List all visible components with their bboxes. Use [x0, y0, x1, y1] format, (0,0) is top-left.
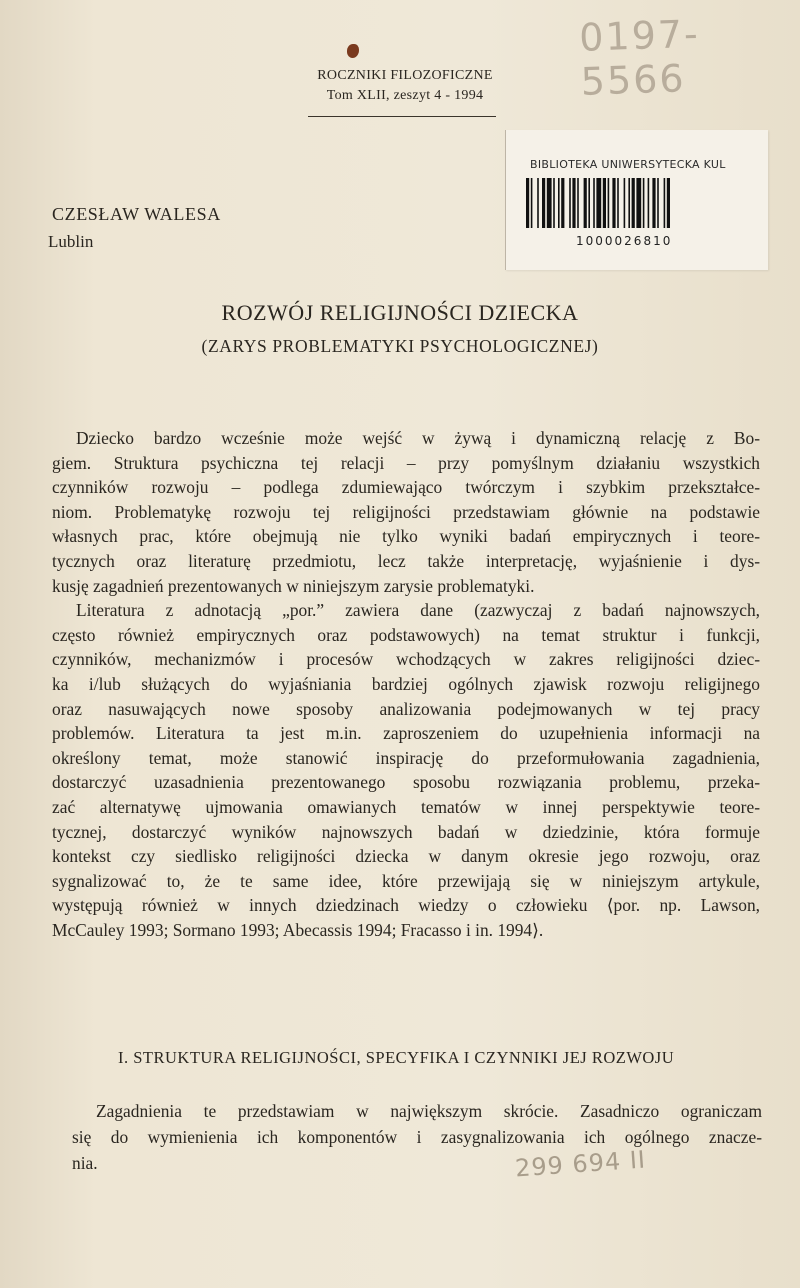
author-city: Lublin [48, 232, 94, 251]
barcode-bar [643, 178, 645, 228]
text-line: problemów. Literatura ta jest m.in. zaproszeniem do uzupełnienia informacji na [52, 723, 760, 744]
barcode-bar [569, 178, 571, 228]
journal-name: ROCZNIKI FILOZOFICZNE [317, 68, 493, 83]
journal-header [290, 68, 520, 104]
barcode-number: 1000026810 [576, 234, 673, 248]
barcode-bar [593, 178, 595, 228]
handwritten-note: 299 694 II [514, 1145, 647, 1183]
barcode-bar [664, 178, 666, 228]
barcode-bar [584, 178, 587, 228]
barcode-bar [667, 178, 670, 228]
text-line: Dziecko bardzo wcześnie może wejść w żywą i dynamiczną relację z Bo- [76, 428, 760, 448]
barcode-bar [596, 178, 601, 228]
barcode-bar [547, 178, 552, 228]
text-line: Zagadnienia te przedstawiam w największym skrócie. Zasadniczo ograniczam [96, 1101, 762, 1121]
author-name: CZESŁAW WALESA [52, 204, 221, 224]
barcode-bar [553, 178, 555, 228]
paragraph-1 [52, 426, 760, 598]
text-line: kontekst czy siedlisko religijności dziecka w danym okresie jego rozwoju, oraz [52, 846, 760, 867]
library-label [505, 130, 768, 270]
barcode-bar [572, 178, 575, 228]
barcode-bar [657, 178, 659, 228]
text-line: giem. Struktura psychiczna tej relacji – przy pomyślnym działaniu wszystkich [52, 452, 760, 473]
text-line: występują również w innych dziedzinach wiedzy o człowieku ⟨por. np. Lawson, [52, 895, 760, 916]
text-line: określony temat, może stanowić inspirację do przeformułowania zagadnienia, [52, 747, 760, 768]
barcode-bar [608, 178, 610, 228]
barcode-bar [632, 178, 635, 228]
barcode-bar [561, 178, 564, 228]
barcode-bar [624, 178, 626, 228]
barcode-bar [588, 178, 590, 228]
article-title: ROZWÓJ RELIGIJNOŚCI DZIECKA [221, 300, 579, 325]
text-line: McCauley 1993; Sormano 1993; Abecassis 1994; Fracasso i in. 1994⟩. [52, 919, 544, 940]
text-line: nia. [72, 1153, 98, 1173]
text-line: zać alternatywę ujmowania omawianych tematów w innej perspektywie teore- [52, 796, 760, 817]
barcode-bar [577, 178, 579, 228]
library-name: BIBLIOTEKA UNIWERSYTECKA KUL [530, 158, 726, 171]
barcode-bar [531, 178, 533, 228]
text-line: sygnalizować to, że te same idee, które przewijają się w niniejszym artykule, [52, 870, 760, 891]
journal-issue: Tom XLII, zeszyt 4 - 1994 [326, 88, 484, 103]
article-subtitle: (ZARYS PROBLEMATYKI PSYCHOLOGICZNEJ) [201, 336, 599, 356]
text-line: dostarczyć uzasadnienia prezentowanego sposobu rozwiązania problemu, przeka- [52, 772, 760, 793]
barcode-bar [628, 178, 630, 228]
text-line: czynników, mechanizmów i procesów wchodzących w zakres religijności dziec- [52, 649, 760, 670]
article-body [52, 426, 760, 942]
text-line: oraz nasuwających nowe sposoby analizowania podejmowanych w tej pracy [52, 698, 760, 719]
text-line: tycznych oraz literaturę przedmiotu, lecz także interpretację, wyjaśnienie i dys- [52, 550, 760, 571]
text-line: czynników rozwoju – podlega zdumiewająco twórczym i szybkim przekształce- [52, 477, 760, 498]
text-line: się do wymienienia ich komponentów i zasygnalizowania ich ogólnego znacze- [72, 1127, 762, 1147]
text-line: niom. Problematykę rozwoju tej religijności przedstawiam głównie na podstawie [52, 501, 760, 522]
barcode-bar [652, 178, 655, 228]
barcode-bar [558, 178, 560, 228]
text-line: często również empirycznych oraz podstawowych) na temat struktur i funkcji, [52, 624, 760, 645]
barcode-bar [537, 178, 539, 228]
text-line: tycznej, dostarczyć wyników najnowszych badań w dziedzinie, która formuje [52, 821, 760, 842]
text-line: własnych prac, które obejmują nie tylko wyniki badań empirycznych i teore- [52, 526, 760, 547]
section-number: I. [118, 1048, 129, 1067]
section-body [72, 1098, 762, 1176]
handwritten-shelfmark: 0197-5566 [578, 11, 701, 104]
ink-stain [347, 44, 359, 58]
barcode-bar [617, 178, 619, 228]
text-line: kusję zagadnień prezentowanych w niniejszym zarysie problematyki. [52, 575, 535, 596]
barcode-bar [603, 178, 606, 228]
text-line: ka i/lub służących do wyjaśniania bardziej ogólnych zjawisk rozwoju religijnego [52, 673, 760, 694]
barcode-bar [636, 178, 641, 228]
barcode-bar [526, 178, 529, 228]
section-heading [118, 1048, 674, 1068]
paragraph-2 [52, 598, 760, 942]
barcode [526, 178, 748, 228]
header-rule [308, 116, 496, 117]
barcode-bar [612, 178, 615, 228]
barcode-bar [648, 178, 650, 228]
section-title: STRUKTURA RELIGIJNOŚCI, SPECYFIKA I CZYNNIKI JEJ ROZWOJU [133, 1048, 675, 1067]
text-line: Literatura z adnotacją „por.” zawiera dane (zazwyczaj z badań najnowszych, [76, 600, 760, 621]
barcode-bar [542, 178, 545, 228]
